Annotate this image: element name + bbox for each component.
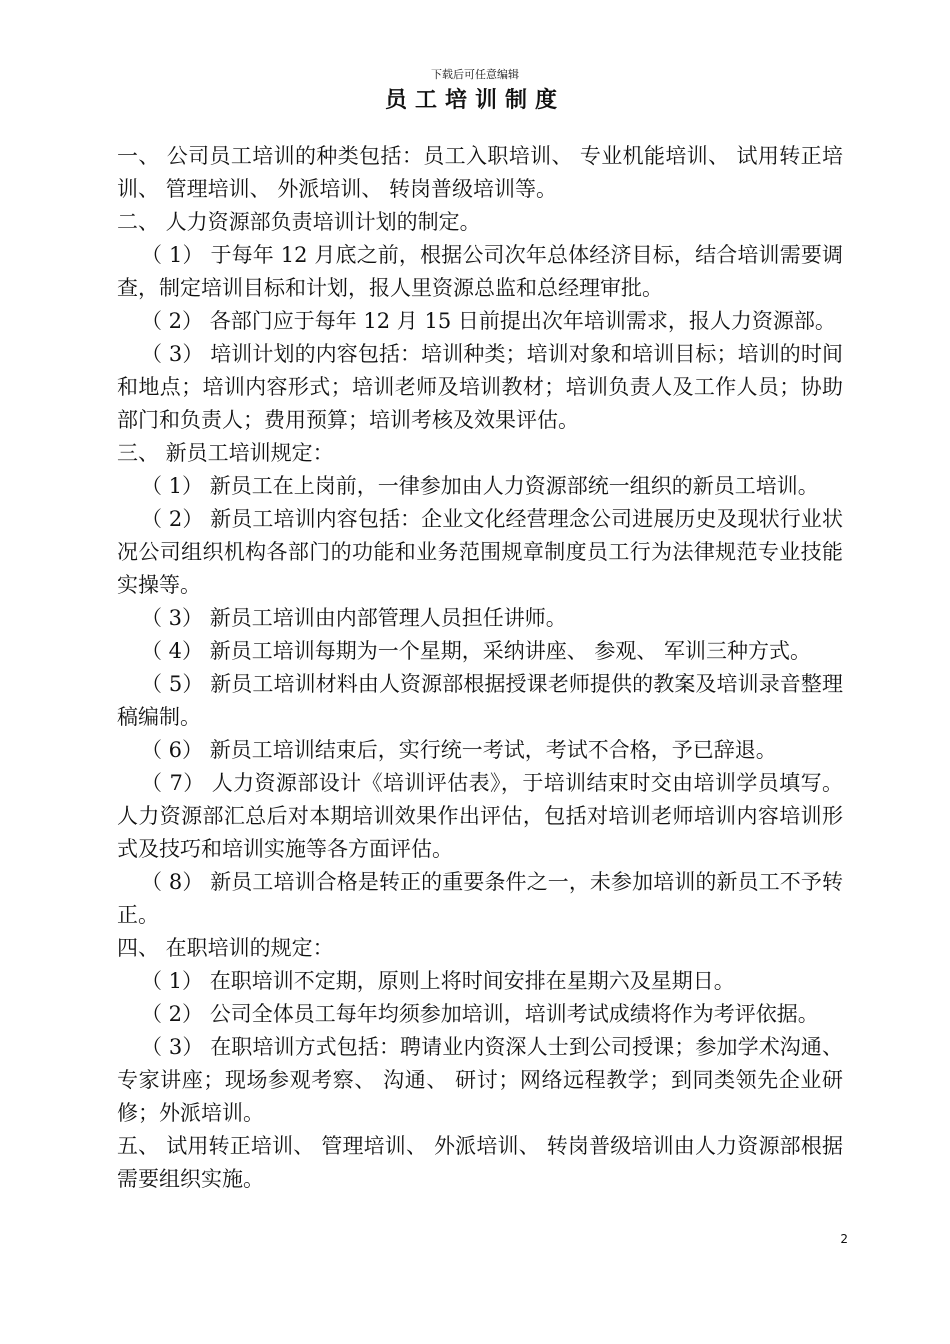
page-number: 2 <box>840 1232 848 1246</box>
document-title: 员工培训制度 <box>384 87 565 113</box>
paragraph-item: （ 2） 新员工培训内容包括：企业文化经营理念公司进展历史及现状行业状况公司组织机构各部门的功能和业务范围规章制度员工行为法律规范专业技能实操等。 <box>117 507 843 597</box>
document-body <box>117 140 843 1196</box>
paragraph-item: （ 6） 新员工培训结束后，实行统一考试，考试不合格，予已辞退。 <box>141 738 777 762</box>
paragraph-item: （ 8） 新员工培训合格是转正的重要条件之一，未参加培训的新员工不予转正。 <box>117 870 843 927</box>
paragraph-item: （ 3） 在职培训方式包括：聘请业内资深人士到公司授课；参加学术沟通、 专家讲座；现场参观考察、 沟通、 研讨；网络远程教学；到同类领先企业研修；外派培训。 <box>117 1035 843 1125</box>
paragraph-item: （ 1） 在职培训不定期，原则上将时间安排在星期六及星期日。 <box>141 969 735 993</box>
paragraph-section-2: 二、 人力资源部负责培训计划的制定。 <box>117 210 481 234</box>
paragraph-item: （ 2） 公司全体员工每年均须参加培训，培训考试成绩将作为考评依据。 <box>141 1002 819 1026</box>
paragraph-item: （ 5） 新员工培训材料由人资源部根据授课老师提供的教案及培训录音整理稿编制。 <box>117 672 843 729</box>
paragraph-item: （ 1） 于每年 12 月底之前，根据公司次年总体经济目标，结合培训需要调查，制定培训目标和计划，报人里资源总监和总经理审批。 <box>117 243 843 300</box>
paragraph-item: （ 2） 各部门应于每年 12 月 15 日前提出次年培训需求，报人力资源部。 <box>141 309 836 333</box>
paragraph-section-3: 三、 新员工培训规定： <box>117 441 334 465</box>
paragraph-item: （ 3） 新员工培训由内部管理人员担任讲师。 <box>141 606 567 630</box>
header-note: 下载后可任意编辑 <box>431 68 519 81</box>
paragraph-item: （ 4） 新员工培训每期为一个星期，采纳讲座、 参观、 军训三种方式。 <box>141 639 812 663</box>
paragraph-item: （ 7） 人力资源部设计《培训评估表》，于培训结束时交由培训学员填写。人力资源部汇总后对本期培训效果作出评估，包括对培训老师培训内容培训形式及技巧和培训实施等各方面评估。 <box>117 771 843 861</box>
paragraph-item: （ 1） 新员工在上岗前，一律参加由人力资源部统一组织的新员工培训。 <box>141 474 819 498</box>
paragraph-section-4: 四、 在职培训的规定： <box>117 936 334 960</box>
paragraph-section-1: 一、 公司员工培训的种类包括：员工入职培训、 专业机能培训、 试用转正培训、 管理培训、 外派培训、 转岗普级培训等。 <box>117 144 843 201</box>
paragraph-section-5: 五、 试用转正培训、 管理培训、 外派培训、 转岗普级培训由人力资源部根据需要组织实施。 <box>117 1134 843 1191</box>
paragraph-item: （ 3） 培训计划的内容包括：培训种类；培训对象和培训目标；培训的时间和地点；培训内容形式；培训老师及培训教材；培训负责人及工作人员；协助部门和负责人；费用预算；培训考核及效果评估。 <box>117 342 843 432</box>
